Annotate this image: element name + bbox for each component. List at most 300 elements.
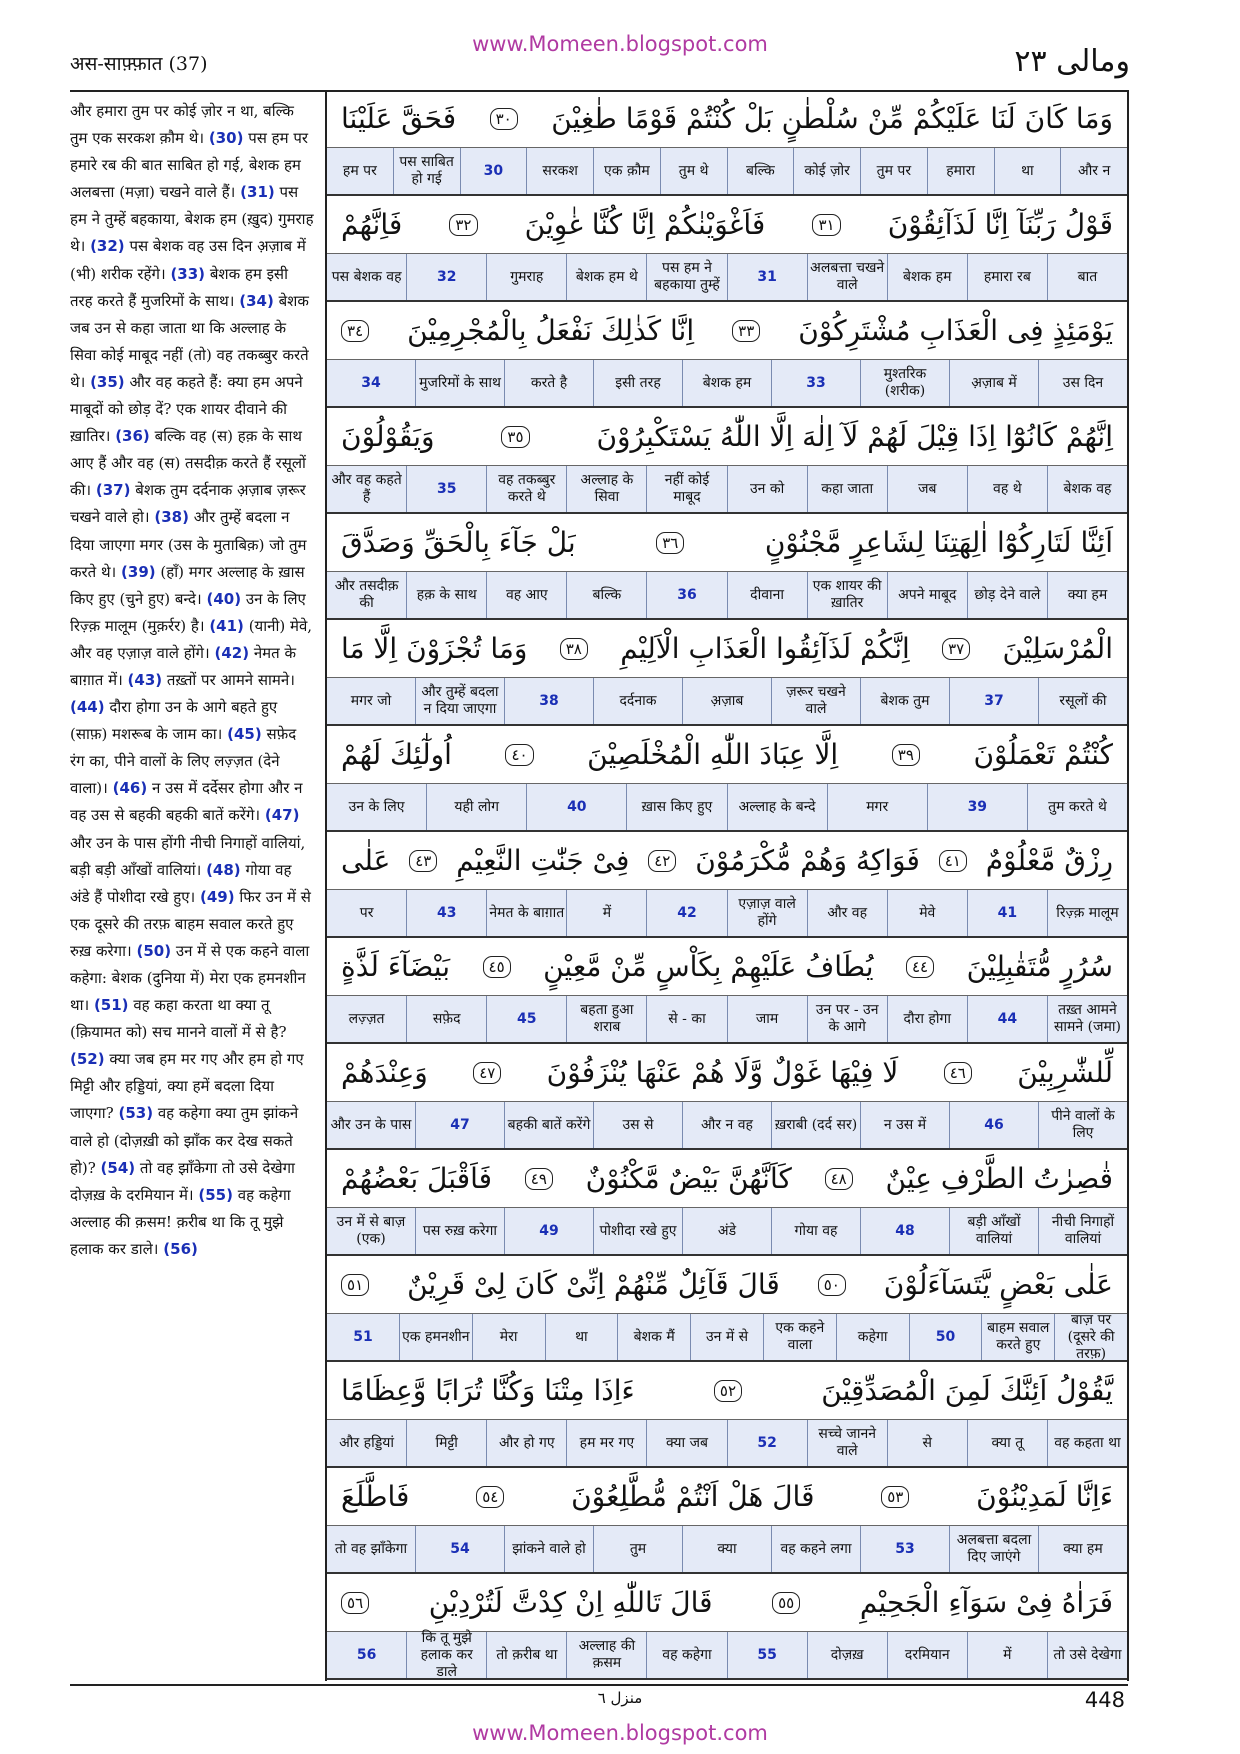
word-meaning-cell: वह कहता था: [1047, 1420, 1127, 1466]
verse-number: (48): [206, 860, 241, 879]
word-meaning-cell: क्या हम: [1038, 1526, 1127, 1572]
word-meaning-cell: जाम: [727, 996, 807, 1042]
ayah-line: [327, 1150, 1127, 1208]
translation-text: तो वह झाँकेगा तो उसे देखेगा दोज़ख़ के दरमियान में।: [70, 1158, 295, 1204]
word-meaning-cell: बहता हुआ शराब: [566, 996, 646, 1042]
word-meaning-cell: पस हम ने बहकाया तुम्हें: [646, 254, 726, 300]
word-meaning-cell: हम पर: [342, 162, 377, 179]
word-meaning-cell: उन के लिए: [348, 798, 405, 815]
verse-number: (41): [209, 616, 244, 635]
word-meaning-cell: तुम पर: [860, 148, 927, 194]
ayah-line: [327, 1256, 1127, 1314]
translation-text: और वह कहते हैं: क्या हम अपने माबूदों को छोड़ दें? एक शायर दीवाने की ख़ातिर।: [70, 372, 303, 446]
ayah-line: [327, 726, 1127, 784]
word-meaning-cell: नीची निगाहों वालियां: [1038, 1208, 1127, 1254]
verse-number-cell: 48: [860, 1208, 949, 1254]
word-meaning-cell: एक क़ौम: [593, 148, 660, 194]
translation-text: (यानी) मेवे, और वह एज़ाज़ वाले होंगे।: [70, 616, 313, 662]
ayah-end-marker: ٣٨: [560, 638, 588, 660]
word-row: [327, 1208, 1127, 1256]
word-meaning-cell: वह तकब्बुर करते थे: [486, 466, 566, 512]
translation-text: नेमत के बाग़ात में।: [70, 643, 296, 689]
translation-text: और उन के पास होंगी नीची निगाहों वालियां, बड़ी बड़ी आँखों वालियां।: [70, 833, 306, 879]
word-meaning-cell: मुश्तरिक (शरीक): [860, 360, 949, 406]
arabic-text: عَلٰى: [341, 844, 391, 877]
ayah-end-marker: ٤٦: [944, 1062, 972, 1084]
ayah-end-marker: ٥٤: [476, 1486, 504, 1508]
verse-number-cell: 56: [356, 1646, 377, 1663]
arabic-text: فَاَقْبَلَ بَعْضُهُمْ: [341, 1162, 493, 1195]
word-meaning-cell: अल्लाह की क़सम: [566, 1632, 646, 1678]
verse-number-cell: 39: [927, 784, 1027, 830]
ayah-end-marker: ٥١: [341, 1274, 369, 1296]
word-meaning-cell: दीवाना: [727, 572, 807, 618]
ayah-end-marker: ٥٥: [772, 1592, 800, 1614]
word-meaning-cell: पस साबित हो गई: [393, 148, 460, 194]
word-meaning-cell: तुम थे: [660, 148, 727, 194]
arabic-text: اِنَّكُمْ لَذَآئِقُوا الْعَذَابِ الْاَلِيْمِ: [620, 632, 910, 665]
word-meaning-cell: तो उसे देखेगा: [1047, 1632, 1127, 1678]
word-meaning-cell: और वह कहते हैं: [331, 472, 402, 505]
word-meaning-cell: अल्लाह के बन्दे: [727, 784, 827, 830]
arabic-text: عَلٰى بَعْضٍ يَّتَسَآءَلُوْنَ: [883, 1268, 1113, 1301]
ayah-line: [327, 1362, 1127, 1420]
word-meaning-cell: नेमत के बाग़ात: [486, 890, 566, 936]
ayah-end-marker: ٤١: [939, 850, 967, 872]
word-meaning-cell: दरमियान: [887, 1632, 967, 1678]
ayah-line: [327, 832, 1127, 890]
word-meaning-cell: अलबत्ता बदला दिए जाएंगे: [949, 1526, 1038, 1572]
word-meaning-cell: पस रुख़ करेगा: [415, 1208, 504, 1254]
ayah-line: [327, 196, 1127, 254]
arabic-text: ءَاِنَّا لَمَدِيْنُوْنَ: [976, 1480, 1113, 1513]
arabic-text: اِلَّا عِبَادَ اللّٰهِ الْمُخْلَصِيْنَ: [587, 738, 839, 771]
arabic-text: يَوْمَئِذٍ فِى الْعَذَابِ مُشْتَرِكُوْنَ: [798, 314, 1113, 347]
translation-text: क्या जब हम मर गए और हम हो गए मिट्टी और हड्डियां, क्या हमें बदला दिया जाएगा?: [70, 1050, 304, 1123]
word-by-word-grid: [325, 90, 1129, 1681]
word-meaning-cell: में: [566, 890, 646, 936]
arabic-text: كُنْتُمْ تَعْمَلُوْنَ: [973, 738, 1113, 771]
word-meaning-cell: अ़ज़ाब: [682, 678, 771, 724]
arabic-text: اِنَّهُمْ كَانُوْٓا اِذَا قِيْلَ لَهُمْ لَآ اِلٰهَ اِلَّا اللّٰهُ يَسْتَكْبِرُوْنَ: [596, 420, 1113, 453]
verse-number-cell: 46: [949, 1102, 1038, 1148]
verse-number: (56): [163, 1239, 198, 1258]
translation-text: (हाँ) मगर अल्लाह के ख़ास किए हुए (चुने हुए) बन्दे।: [70, 562, 305, 608]
verse-number: (36): [115, 427, 150, 446]
word-meaning-cell: गुमराह: [486, 254, 566, 300]
word-meaning-cell: पर: [359, 904, 374, 921]
verse-number-cell: 40: [526, 784, 626, 830]
verse-number-cell: 53: [860, 1526, 949, 1572]
verse-number: (55): [198, 1185, 233, 1204]
arabic-text: اِنَّا كَذٰلِكَ نَفْعَلُ بِالْمُجْرِمِيْنَ: [407, 314, 695, 347]
arabic-text: لَا فِيْهَا غَوْلٌ وَّلَا هُمْ عَنْهَا يُنْزَفُوْنَ: [546, 1056, 899, 1089]
surah-title: अस-साफ़्फ़ात (37): [70, 53, 208, 75]
word-meaning-cell: एक हमनशीन: [399, 1314, 472, 1360]
word-meaning-cell: और न: [1060, 148, 1127, 194]
word-meaning-cell: अल्लाह के सिवा: [566, 466, 646, 512]
arabic-text: وَمَا تُجْزَوْنَ اِلَّا مَا: [341, 632, 528, 665]
ayah-line: [327, 1468, 1127, 1526]
word-meaning-cell: उन में से बाज़ (एक): [336, 1214, 406, 1247]
arabic-text: قَالَ تَاللّٰهِ اِنْ كِدْتَّ لَتُرْدِيْنِ: [428, 1586, 713, 1619]
word-meaning-cell: जब: [887, 466, 967, 512]
word-meaning-cell: कोई ज़ोर: [793, 148, 860, 194]
word-meaning-cell: था: [994, 148, 1061, 194]
ayah-line: [327, 1044, 1127, 1102]
ayah-end-marker: ٣٧: [942, 638, 970, 660]
word-meaning-cell: बाज़ पर (दूसरे की तरफ़): [1054, 1314, 1127, 1360]
verse-number: (53): [118, 1104, 154, 1123]
verse-number: (42): [214, 643, 250, 662]
translation-text: और तुम्हें बदला न दिया जाएगा मगर (उस के मुताबिक़) जो तुम करते थे।: [70, 508, 307, 581]
translation-text: तख़्तों पर आमने सामने।: [166, 670, 295, 689]
word-meaning-cell: अलबत्ता चखने वाले: [807, 254, 887, 300]
verse-number-cell: 38: [504, 678, 593, 724]
word-meaning-cell: हम मर गए: [566, 1420, 646, 1466]
verse-number-cell: 51: [353, 1328, 373, 1345]
word-meaning-cell: वह कहने लगा: [771, 1526, 860, 1572]
word-meaning-cell: उन पर - उन के आगे: [807, 996, 887, 1042]
ayah-end-marker: ٣٩: [892, 744, 920, 766]
ayah-end-marker: ٣٠: [490, 108, 518, 130]
word-meaning-cell: हक़ के साथ: [406, 572, 486, 618]
page-number: 448: [1084, 1688, 1125, 1712]
ayah-line: [327, 620, 1127, 678]
verse-number: (54): [100, 1158, 136, 1177]
ayah-end-marker: ٤٧: [473, 1062, 501, 1084]
word-meaning-cell: बेशक तुम: [860, 678, 949, 724]
site-url-bottom[interactable]: www.Momeen.blogspot.com: [472, 1721, 768, 1745]
arabic-text: بَيْضَآءَ لَذَّةٍ: [341, 950, 451, 983]
translation-text: वह कहेगा क्या तुम झांकने वाले हो (दोज़ख़ी को झाँक कर देख सकते हो)?: [70, 1104, 299, 1177]
verse-number: (43): [127, 670, 163, 689]
arabic-text: الْمُرْسَلِيْنَ: [1002, 632, 1113, 665]
verse-number: (47): [264, 806, 300, 825]
translation-text: फिर उन में से एक दूसरे की तरफ़ बाहम सवाल करते हुए रुख़ करेगा।: [70, 887, 311, 960]
verse-number-cell: 47: [415, 1102, 504, 1148]
ayah-end-marker: ٤٠: [505, 744, 533, 766]
verse-number-cell: 41: [967, 890, 1047, 936]
word-meaning-cell: तो वह झाँकेगा: [334, 1540, 408, 1557]
word-meaning-cell: नहीं कोई माबूद: [646, 466, 726, 512]
arabic-text: فَاطَّلَعَ: [341, 1480, 410, 1513]
word-meaning-cell: अंडे: [682, 1208, 771, 1254]
word-row: [327, 1311, 1127, 1362]
word-meaning-cell: दर्दनाक: [593, 678, 682, 724]
word-meaning-cell: क्या तू: [967, 1420, 1047, 1466]
word-meaning-cell: मेरा: [472, 1314, 545, 1360]
arabic-text: كَاَنَّهُنَّ بَيْضٌ مَّكْنُوْنٌ: [585, 1162, 792, 1195]
word-meaning-cell: उस दिन: [1038, 360, 1127, 406]
verse-number: (32): [90, 237, 125, 256]
ayah-end-marker: ٣٣: [732, 320, 760, 342]
word-meaning-cell: एक शायर की ख़ातिर: [807, 572, 887, 618]
para-title: ومالی ٢٣: [1014, 44, 1130, 79]
word-meaning-cell: मेवे: [887, 890, 967, 936]
arabic-text: فِىْ جَنّٰتِ النَّعِيْمِ: [456, 844, 630, 877]
arabic-text: فَاَغْوَيْنٰكُمْ اِنَّا كُنَّا غٰوِيْنَ: [524, 208, 766, 241]
word-meaning-cell: दोज़ख़: [807, 1632, 887, 1678]
arabic-text: رِزْقٌ مَّعْلُوْمٌ: [985, 844, 1113, 877]
word-meaning-cell: गोया वह: [771, 1208, 860, 1254]
word-meaning-cell: बहकी बातें करेंगे: [504, 1102, 593, 1148]
word-meaning-cell: अ़ज़ाब में: [949, 360, 1038, 406]
translation-text: पस हम पर हमारे रब की बात साबित हो गई, बेशक हम अलबत्ता (मज़ा) चखने वाले हैं।: [70, 129, 309, 202]
verse-number-cell: 36: [646, 572, 726, 618]
arabic-text: يُطَافُ عَلَيْهِمْ بِكَاْسٍ مِّنْ مَّعِيْنٍ: [543, 950, 874, 983]
arabic-text: اُولٰٓئِكَ لَهُمْ: [341, 738, 452, 771]
word-meaning-cell: और हड्डियां: [339, 1434, 395, 1451]
word-meaning-cell: बल्कि: [727, 148, 794, 194]
word-meaning-cell: मिट्टी: [406, 1420, 486, 1466]
ayah-end-marker: ٣٥: [501, 426, 529, 448]
word-meaning-cell: यही लोग: [426, 784, 526, 830]
ayah-end-marker: ٥٠: [818, 1274, 846, 1296]
arabic-text: قَالَ قَآئِلٌ مِّنْهُمْ اِنِّىْ كَانَ لِىْ قَرِيْنٌ: [407, 1268, 780, 1301]
ayah-end-marker: ٤٤: [906, 956, 934, 978]
word-row: [327, 466, 1127, 514]
word-meaning-cell: क्या: [682, 1526, 771, 1572]
word-meaning-cell: रसूलों की: [1038, 678, 1127, 724]
word-row: [327, 1420, 1127, 1468]
word-row: [327, 254, 1127, 302]
word-meaning-cell: लज़्ज़त: [348, 1010, 385, 1027]
word-meaning-cell: पीने वालों के लिए: [1038, 1102, 1127, 1148]
word-meaning-cell: एक कहने वाला: [763, 1314, 836, 1360]
word-meaning-cell: तुम: [593, 1526, 682, 1572]
word-meaning-cell: कहेगा: [836, 1314, 909, 1360]
word-row: [327, 148, 1127, 196]
ayah-line: [327, 1574, 1127, 1632]
translation-text: उन के लिए रिज़्क़ मालूम (मुक़र्रर) है।: [70, 589, 306, 635]
verse-number: (37): [95, 481, 131, 500]
arabic-text: بَلْ جَآءَ بِالْحَقِّ وَصَدَّقَ: [341, 526, 576, 559]
word-row: [327, 1102, 1127, 1150]
ayah-line: [327, 938, 1127, 996]
translation-text: और हमारा तुम पर कोई ज़ोर न था, बल्कि तुम एक सरकश क़ौम थे।: [70, 102, 294, 148]
ayah-end-marker: ٥٦: [341, 1592, 369, 1614]
arabic-text: قٰصِرٰتُ الطَّرْفِ عِيْنٌ: [885, 1162, 1113, 1195]
word-meaning-cell: क्या जब: [646, 1420, 726, 1466]
word-meaning-cell: बल्कि: [566, 572, 646, 618]
word-meaning-cell: और हो गए: [486, 1420, 566, 1466]
verse-number: (39): [121, 562, 156, 581]
verse-number: (44): [70, 698, 105, 717]
word-meaning-cell: से: [887, 1420, 967, 1466]
verse-number: (46): [112, 779, 148, 798]
arabic-text: سُرُرٍ مُّتَقٰبِلِيْنَ: [966, 950, 1113, 983]
verse-number: (33): [170, 264, 206, 283]
verse-number: (50): [136, 941, 172, 960]
word-meaning-cell: तुम करते थे: [1027, 784, 1127, 830]
ayah-end-marker: ٣٦: [656, 532, 684, 554]
word-meaning-cell: बाहम सवाल करते हुए: [981, 1314, 1054, 1360]
word-meaning-cell: सफ़ेद: [406, 996, 486, 1042]
word-meaning-cell: बड़ी आँखों वालियां: [949, 1208, 1038, 1254]
verse-number: (34): [239, 291, 274, 310]
verse-number-cell: 37: [949, 678, 1038, 724]
arabic-text: فَرَاٰهُ فِىْ سَوَآءِ الْجَحِيْمِ: [859, 1586, 1113, 1619]
word-row: [327, 678, 1127, 726]
translation-column: [70, 98, 314, 1263]
word-row: [327, 1629, 1127, 1680]
verse-number: (52): [70, 1050, 105, 1069]
word-meaning-cell: दौरा होगा: [887, 996, 967, 1042]
arabic-text: اَئِنَّا لَتَارِكُوْٓا اٰلِهَتِنَا لِشَاعِرٍ مَّجْنُوْنٍ: [764, 526, 1113, 559]
word-meaning-cell: और तुम्हें बदला न दिया जाएगा: [415, 678, 504, 724]
word-meaning-cell: करते है: [504, 360, 593, 406]
word-meaning-cell: कि तू मुझे हलाक कर डाले: [406, 1632, 486, 1678]
translation-text: वह कहा करता था क्या तू (क़ियामत को) सच मानने वालों में से है?: [70, 996, 287, 1042]
verse-number-cell: 43: [406, 890, 486, 936]
verse-number-cell: 45: [486, 996, 566, 1042]
translation-text: पस हम ने तुम्हें बहकाया, बेशक हम (ख़ुद) गुमराह थे।: [70, 183, 314, 256]
word-meaning-cell: उन को: [727, 466, 807, 512]
word-meaning-cell: तो क़रीब था: [486, 1632, 566, 1678]
arabic-text: وَيَقُوْلُوْنَ: [341, 420, 435, 453]
translation-text: न उस में दर्देसर होगा और न वह उस से बहकी बहकी बातें करेंगे।: [70, 779, 303, 825]
word-meaning-cell: सच्चे जानने वाले: [807, 1420, 887, 1466]
verse-number-cell: 33: [771, 360, 860, 406]
verse-number-cell: 42: [646, 890, 726, 936]
word-meaning-cell: छोड़ देने वाले: [967, 572, 1047, 618]
word-meaning-cell: और वह: [807, 890, 887, 936]
word-meaning-cell: उन में से: [690, 1314, 763, 1360]
word-meaning-cell: और उन के पास: [330, 1116, 412, 1133]
verse-number-cell: 52: [727, 1420, 807, 1466]
verse-number-cell: 35: [406, 466, 486, 512]
word-meaning-cell: बेशक वह: [1047, 466, 1127, 512]
ayah-end-marker: ٣٢: [449, 214, 477, 236]
ayah-line: [327, 514, 1127, 572]
word-meaning-cell: सरकश: [526, 148, 593, 194]
word-meaning-cell: क्या हम: [1047, 572, 1127, 618]
translation-text: उन में से एक कहने वाला कहेगा: बेशक (दुनिया में) मेरा एक हमनशीन था।: [70, 941, 310, 1015]
word-row: [327, 890, 1127, 938]
arabic-text: ءَاِذَا مِتْنَا وَكُنَّا تُرَابًا وَّعِظَامًا: [341, 1374, 635, 1407]
word-meaning-cell: पस बेशक वह: [331, 268, 402, 285]
verse-number-cell: 30: [460, 148, 527, 194]
word-row: [327, 360, 1127, 408]
word-meaning-cell: बेशक हम: [887, 254, 967, 300]
word-meaning-cell: और न वह: [682, 1102, 771, 1148]
translation-text: दौरा होगा उन के आगे बहते हुए (साफ़) मशरूब के जाम का।: [70, 698, 278, 744]
ayah-line: [327, 90, 1127, 148]
ayah-end-marker: ٤٥: [483, 956, 511, 978]
word-meaning-cell: मगर: [827, 784, 927, 830]
verse-number-cell: 31: [727, 254, 807, 300]
verse-number-cell: 55: [727, 1632, 807, 1678]
word-meaning-cell: बेशक हम: [682, 360, 771, 406]
word-meaning-cell: बेशक हम थे: [566, 254, 646, 300]
word-meaning-cell: वह थे: [967, 466, 1047, 512]
arabic-text: يَّقُوْلُ اَئِنَّكَ لَمِنَ الْمُصَدِّقِيْنَ: [821, 1374, 1113, 1407]
ayah-end-marker: ٣١: [812, 214, 840, 236]
ayah-end-marker: ٥٣: [881, 1486, 909, 1508]
verse-number: (49): [200, 887, 235, 906]
arabic-text: فَوَاكِهُ وَهُمْ مُّكْرَمُوْنَ: [695, 844, 920, 877]
word-meaning-cell: न उस में: [860, 1102, 949, 1148]
arabic-text: فَاِنَّهُمْ: [341, 208, 403, 241]
translation-text: पस बेशक वह उस दिन अ़ज़ाब में (भी) शरीक रहेंगे।: [70, 237, 306, 283]
verse-number-cell: 44: [967, 996, 1047, 1042]
word-meaning-cell: हमारा रब: [967, 254, 1047, 300]
word-meaning-cell: बेशक मैं: [617, 1314, 690, 1360]
translation-text: गोया वह अंडे हैं पोशीदा रखे हुए।: [70, 860, 292, 906]
ayah-end-marker: ٤٢: [648, 850, 676, 872]
verse-number: (51): [93, 996, 129, 1015]
word-meaning-cell: ख़राबी (दर्द सर): [771, 1102, 860, 1148]
word-meaning-cell: उस से: [593, 1102, 682, 1148]
arabic-text: قَوْلُ رَبِّنَآ اِنَّا لَذَآئِقُوْنَ: [887, 208, 1113, 241]
ayah-end-marker: ٥٢: [714, 1380, 742, 1402]
word-row: [327, 572, 1127, 620]
verse-number: (40): [206, 589, 242, 608]
verse-number: (31): [240, 183, 275, 202]
verse-number-cell: 49: [504, 1208, 593, 1254]
translation-text: बेशक हम इसी तरह करते हैं मुजरिमों के साथ।: [70, 264, 288, 310]
translation-text: बल्कि वह (स) हक़ के साथ आए हैं और वह (स) तसदीक़ करते हैं रसूलों की।: [70, 427, 306, 500]
ayah-end-marker: ٤٣: [409, 850, 437, 872]
word-meaning-cell: रिज़्क़ मालूम: [1047, 890, 1127, 936]
translation-text: सफ़ेद रंग का, पीने वालों के लिए लज़्ज़त (देने वाला)।: [70, 725, 297, 798]
ayah-end-marker: ٤٨: [825, 1168, 853, 1190]
verse-number: (30): [208, 129, 244, 148]
word-meaning-cell: वह कहेगा: [646, 1632, 726, 1678]
word-meaning-cell: मुजरिमों के साथ: [415, 360, 504, 406]
arabic-text: وَعِنْدَهُمْ: [341, 1056, 428, 1089]
arabic-text: لِّلشّٰرِبِيْنَ: [1017, 1056, 1113, 1089]
word-meaning-cell: तख़्त आमने सामने (जमा): [1047, 996, 1127, 1042]
translation-text: वह कहेगा अल्लाह की क़सम! क़रीब था कि तू मुझे हलाक कर डाले।: [70, 1185, 291, 1258]
verse-number: (45): [227, 725, 262, 744]
site-url-top[interactable]: www.Momeen.blogspot.com: [472, 32, 768, 56]
word-meaning-cell: था: [545, 1314, 618, 1360]
word-meaning-cell: अपने माबूद: [887, 572, 967, 618]
word-row: [327, 996, 1127, 1044]
word-meaning-cell: में: [967, 1632, 1047, 1678]
ayah-end-marker: ٣٤: [341, 320, 369, 342]
word-meaning-cell: हमारा: [927, 148, 994, 194]
verse-number-cell: 50: [909, 1314, 982, 1360]
verse-number-cell: 34: [361, 374, 381, 391]
arabic-text: فَحَقَّ عَلَيْنَا: [341, 102, 457, 135]
ayah-line: [327, 408, 1127, 466]
verse-number: (38): [154, 508, 189, 527]
word-meaning-cell: कहा जाता: [807, 466, 887, 512]
translation-text: बेशक तुम दर्दनाक अ़ज़ाब ज़रूर चखने वाले हो।: [70, 481, 306, 527]
word-meaning-cell: पोशीदा रखे हुए: [593, 1208, 682, 1254]
word-meaning-cell: एज़ाज़ वाले होंगे: [727, 890, 807, 936]
word-meaning-cell: ख़ास किए हुए: [626, 784, 726, 830]
word-meaning-cell: झांकने वाले हो: [504, 1526, 593, 1572]
word-meaning-cell: वह आए: [486, 572, 566, 618]
word-meaning-cell: मगर जो: [350, 692, 392, 709]
arabic-text: قَالَ هَلْ اَنْتُمْ مُّطَّلِعُوْنَ: [571, 1480, 815, 1513]
verse-number-cell: 32: [406, 254, 486, 300]
manzil-label: منزل ٦: [597, 1689, 643, 1707]
word-meaning-cell: और तसदीक़ की: [334, 578, 399, 611]
verse-number: (35): [90, 372, 125, 391]
word-meaning-cell: से - का: [646, 996, 726, 1042]
translation-text: बेशक जब उन से कहा जाता था कि अल्लाह के सिवा कोई माबूद नहीं (तो) वह तकब्बुर करते थे।: [70, 291, 309, 391]
word-meaning-cell: इसी तरह: [593, 360, 682, 406]
word-row: [327, 784, 1127, 832]
word-row: [327, 1526, 1127, 1574]
arabic-text: وَمَا كَانَ لَنَا عَلَيْكُمْ مِّنْ سُلْطٰنٍ بَلْ كُنْتُمْ قَوْمًا طٰغِيْنَ: [551, 102, 1113, 135]
ayah-end-marker: ٤٩: [525, 1168, 553, 1190]
